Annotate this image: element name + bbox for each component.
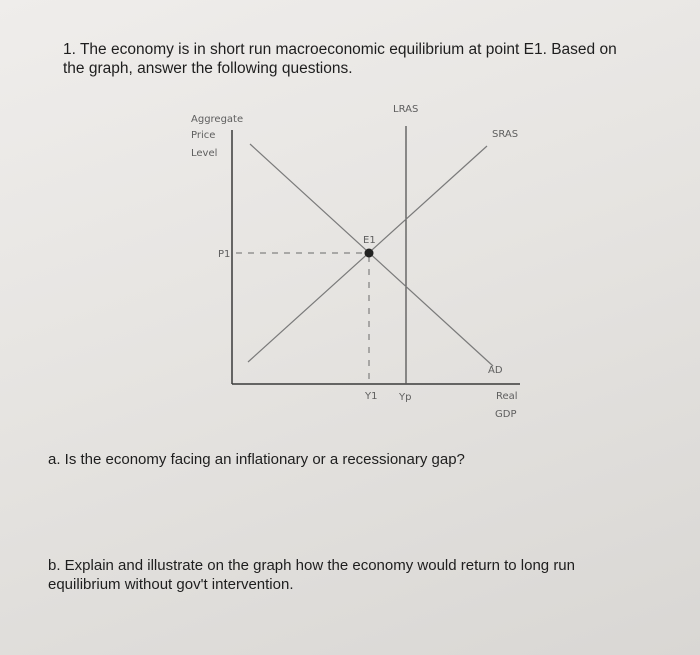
part-b-line-2: equilibrium without gov't intervention. xyxy=(48,576,294,593)
lras-label: LRAS xyxy=(393,104,419,115)
yp-label: Yp xyxy=(399,392,412,403)
question-line-1: 1. The economy is in short run macroeconomic equilibrium at point E1. Based on xyxy=(63,41,617,58)
e1-point xyxy=(365,249,374,258)
p1-label: P1 xyxy=(218,249,231,260)
question-part-a: a. Is the economy facing an inflationary or a recessionary gap? xyxy=(48,451,465,468)
y-axis-label-line-3: Level xyxy=(191,148,218,159)
sras-label: SRAS xyxy=(492,129,519,140)
x-axis-label-line-1: Real xyxy=(496,391,518,402)
e1-label: E1 xyxy=(363,235,376,246)
y1-label: Y1 xyxy=(365,391,378,402)
ad-label: AD xyxy=(488,365,503,376)
y-axis-label-line-1: Aggregate xyxy=(191,114,244,125)
question-part-b xyxy=(48,556,668,594)
x-axis-label-line-2: GDP xyxy=(495,409,517,420)
part-b-line-1: b. Explain and illustrate on the graph how the economy would return to long run xyxy=(48,557,575,574)
question-line-2: the graph, answer the following questions. xyxy=(63,60,353,77)
y-axis-label-line-2: Price xyxy=(191,130,216,141)
